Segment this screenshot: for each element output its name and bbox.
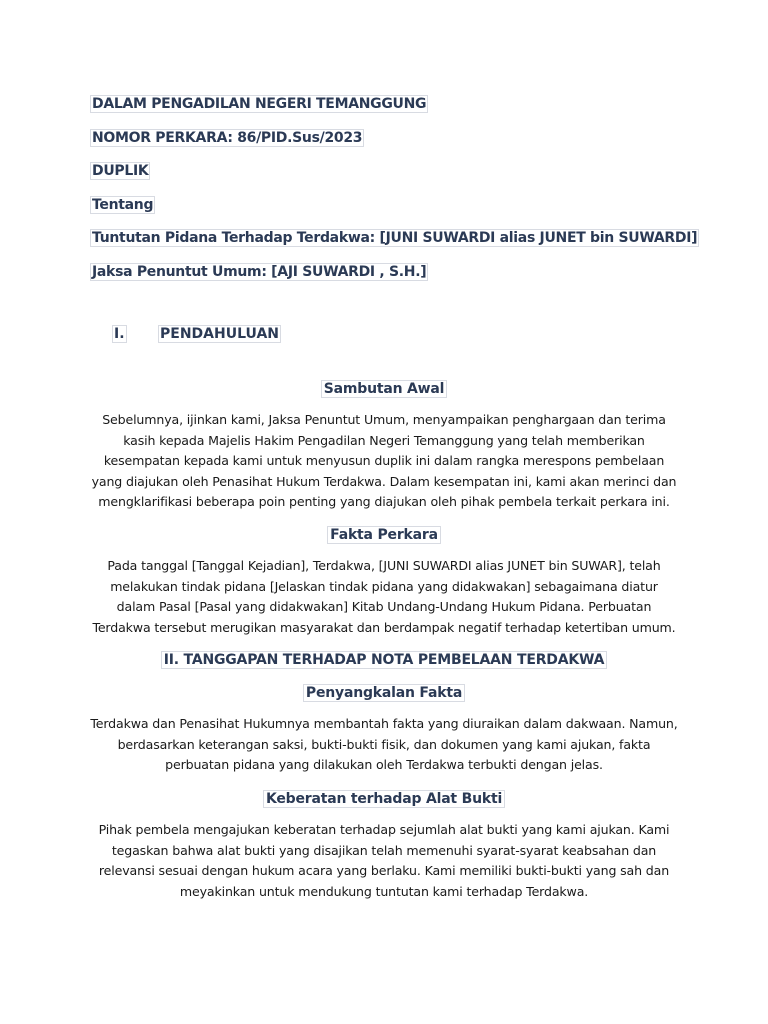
sambutan-heading: Sambutan Awal (0, 379, 768, 399)
case-number: NOMOR PERKARA: 86/PID.Sus/2023 (92, 130, 363, 146)
penyangkalan-paragraph: Terdakwa dan Penasihat Hukumnya membantah fakta yang diuraikan dalam dakwaan. Namun, berdasarkan keterangan saksi, bukti-bukti fisik, dan dokumen yang kami ajukan, fakta perbuatan pidana yang dilakukan oleh Terdakwa terbukti dengan jelas. (90, 716, 678, 773)
document-type: DUPLIK (92, 163, 149, 179)
prosecutor-line: Jaksa Penuntut Umum: [AJI SUWARDI , S.H.] (92, 264, 427, 280)
court-name: DALAM PENGADILAN NEGERI TEMANGGUNG (92, 96, 427, 112)
fakta-heading: Fakta Perkara (0, 525, 768, 545)
penyangkalan-heading: Penyangkalan Fakta (0, 683, 768, 703)
sambutan-paragraph: Sebelumnya, ijinkan kami, Jaksa Penuntut Umum, menyampaikan penghargaan dan terima kasih kepada Majelis Hakim Pengadilan Negeri Temanggung yang telah memberikan kesempatan kepada kami untuk menyusun duplik ini dalam rangka merespons pembelaan yang diajukan oleh Penasihat Hukum Terdakwa. Dalam kesempatan ini, kami akan merinci dan mengklarifikasi beberapa poin penting yang diajukan oleh pihak pembela terkait perkara ini. (91, 412, 677, 510)
keberatan-heading: Keberatan terhadap Alat Bukti (0, 789, 768, 809)
subject-line: Tuntutan Pidana Terhadap Terdakwa: [JUNI SUWARDI alias JUNET bin SUWARDI] (92, 230, 698, 246)
section-1-number: I. (114, 326, 125, 342)
fakta-paragraph: Pada tanggal [Tanggal Kejadian], Terdakwa, [JUNI SUWARDI alias JUNET bin SUWAR], telah melakukan tindak pidana [Jelaskan tindak pidana yang didakwakan] sebagaimana diatur dalam Pasal [Pasal yang didakwakan] Kitab Undang-Undang Hukum Pidana. Perbuatan Terdakwa tersebut merugikan masyarakat dan berdampak negatif terhadap ketertiban umum. (92, 558, 676, 635)
section-1-title: PENDAHULUAN (160, 326, 279, 342)
keberatan-paragraph: Pihak pembela mengajukan keberatan terhadap sejumlah alat bukti yang kami ajukan. Kami tegaskan bahwa alat bukti yang disajikan telah memenuhi syarat-syarat keabsahan dan relevansi sesuai dengan hukum acara yang berlaku. Kami memiliki bukti-bukti yang sah dan meyakinkan untuk mendukung tuntutan kami terhadap Terdakwa. (98, 822, 670, 899)
section-2-title: II. TANGGAPAN TERHADAP NOTA PEMBELAAN TERDAKWA (0, 650, 768, 670)
about-label: Tentang (92, 197, 154, 213)
